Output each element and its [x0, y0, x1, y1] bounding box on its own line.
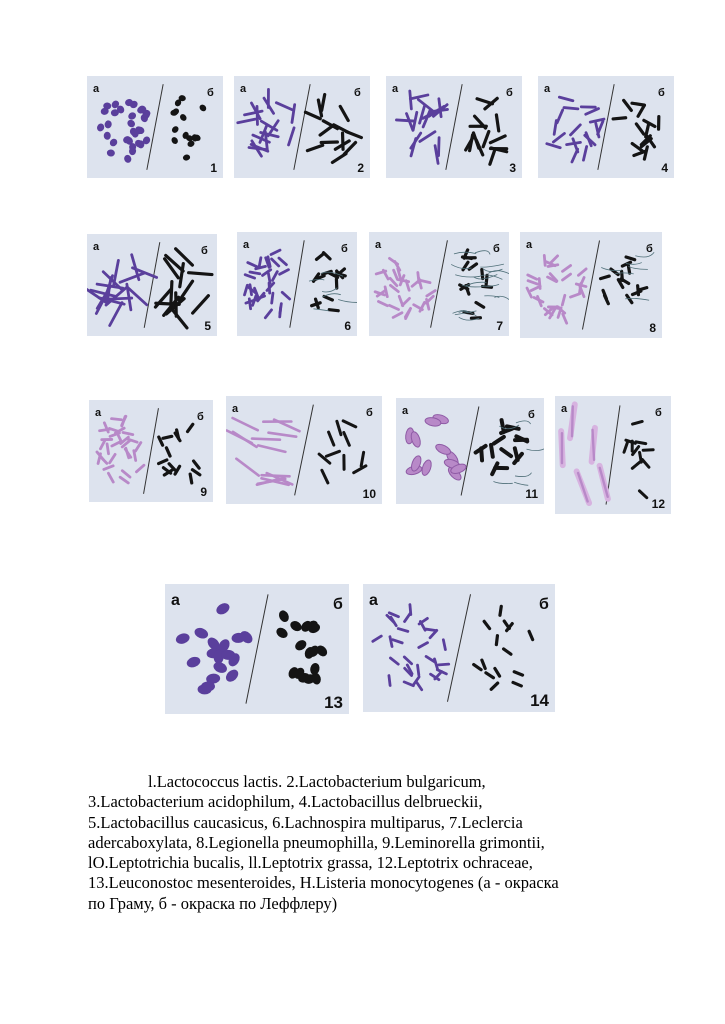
bacterium — [410, 91, 412, 109]
caption-line: 3.Lactobacterium acidophilum, 4.Lactobacillus delbrueckii, — [88, 792, 483, 812]
bacterium — [592, 430, 594, 460]
stain-label-b: б — [197, 411, 204, 423]
bacterium — [171, 282, 172, 305]
stain-label-b: б — [333, 596, 343, 613]
stain-label-a: а — [561, 403, 568, 415]
micrograph-panel-4 — [538, 76, 674, 178]
stain-label-a: а — [402, 405, 409, 417]
stain-label-a: а — [240, 83, 247, 95]
stain-label-b: б — [539, 596, 549, 613]
panel-number: 14 — [530, 691, 549, 710]
stain-label-b: б — [366, 407, 373, 419]
bacterium — [396, 120, 414, 121]
bacterium — [418, 272, 419, 282]
bacterium — [280, 304, 281, 314]
stain-label-a: а — [369, 592, 378, 609]
bacterium — [643, 450, 653, 451]
bacterium — [321, 142, 337, 143]
micrograph-panel-11 — [396, 398, 544, 504]
bacterium — [177, 430, 179, 439]
micrograph-panel-7 — [369, 232, 509, 336]
stain-label-a: а — [375, 239, 382, 251]
micrograph-panel-6 — [237, 232, 357, 336]
micrograph-panel-12 — [555, 396, 671, 514]
bacterium — [628, 264, 629, 273]
bacterium — [439, 664, 449, 665]
bacterium — [443, 640, 445, 650]
bacterium — [410, 605, 411, 615]
panel-number: 4 — [661, 161, 668, 175]
stain-label-b: б — [658, 87, 665, 99]
bacterium — [491, 445, 493, 457]
bacterium — [564, 108, 578, 109]
bacterium — [515, 448, 518, 460]
bacterium — [613, 118, 626, 119]
micrograph-panel-2 — [234, 76, 370, 178]
bacterium — [389, 676, 390, 686]
bacterium — [572, 406, 573, 436]
stain-label-a: а — [93, 83, 100, 95]
bacterium — [262, 475, 290, 476]
bacterium — [111, 419, 121, 420]
bacterium — [269, 283, 270, 293]
micrograph-panel-1 — [87, 76, 223, 178]
micrograph-panel-10 — [226, 396, 382, 504]
panel-number: 2 — [357, 161, 364, 175]
bacterium — [426, 629, 436, 630]
panel-number: 1 — [210, 161, 217, 175]
stain-label-b: б — [493, 243, 500, 255]
bacterium — [190, 474, 192, 483]
stain-label-a: а — [392, 83, 399, 95]
stain-label-b: б — [354, 87, 361, 99]
panel-number: 12 — [651, 497, 665, 511]
bacterium — [399, 280, 409, 282]
caption-line: 5.Lactobacillus caucasicus, 6.Lachnospira multiparus, 7.Leclercia — [88, 812, 523, 832]
micrograph-panel-3 — [386, 76, 522, 178]
bacterium — [189, 273, 212, 275]
caption-line: adercaboxylata, 8.Legionella pneumophilla, 9.Leminorella grimontii, — [88, 832, 545, 852]
panel-number: 5 — [204, 319, 211, 333]
bacterium — [107, 444, 108, 454]
bacterium — [636, 442, 646, 444]
panel-number: 7 — [496, 319, 503, 333]
stain-label-a: а — [93, 241, 100, 253]
stain-label-a: а — [232, 403, 239, 415]
bacterium — [268, 273, 270, 283]
caption-line: lO.Leptotrichia bucalis, ll.Leptotrix grassa, 12.Leptotrix ochraceae, — [88, 853, 533, 873]
bacterium — [418, 665, 419, 675]
panel-number: 9 — [200, 485, 207, 499]
panel-number: 8 — [649, 321, 656, 335]
bacterium — [544, 255, 545, 265]
bacterium — [481, 448, 482, 460]
bacterium — [252, 439, 280, 440]
panel-number: 6 — [344, 319, 351, 333]
caption-line: по Граму, б - окраска по Леффлеру) — [88, 893, 338, 913]
stain-label-b: б — [341, 243, 348, 255]
micrograph-panel-14 — [363, 584, 555, 712]
stain-label-a: а — [243, 239, 250, 251]
stain-label-b: б — [528, 409, 535, 421]
stain-label-a: а — [171, 592, 180, 609]
bacterium — [329, 310, 338, 311]
bacterium — [640, 452, 642, 462]
micrograph-panel-13 — [165, 584, 349, 714]
bacterium — [486, 275, 487, 284]
bacterium — [496, 636, 497, 645]
stain-label-b: б — [207, 87, 214, 99]
stain-label-a: а — [526, 239, 533, 251]
bacterium — [156, 303, 179, 304]
micrograph-panel-9 — [89, 400, 213, 502]
panel-number: 3 — [509, 161, 516, 175]
bacterium — [500, 606, 501, 615]
stain-label-b: б — [655, 407, 662, 419]
stain-label-a: а — [95, 407, 102, 419]
panel-number: 10 — [362, 487, 376, 501]
bacterium — [163, 436, 172, 438]
stain-label-b: б — [201, 245, 208, 257]
micrograph-panel-8 — [520, 232, 662, 338]
bacterium — [482, 270, 483, 279]
stain-label-a: а — [544, 83, 551, 95]
bacterium — [439, 138, 440, 156]
bacterium — [272, 293, 273, 303]
stain-label-b: б — [646, 243, 653, 255]
bacterium — [259, 258, 261, 268]
bacterium — [579, 283, 580, 293]
panel-number: 11 — [525, 487, 538, 501]
figure-caption — [88, 772, 668, 914]
bacterium — [548, 265, 558, 267]
caption-line: l.Lactococcus lactis. 2.Lactobacterium bulgaricum, — [148, 772, 486, 791]
bacterium — [250, 272, 260, 274]
caption-line: 13.Leuconostoc mesenteroides, H.Listeria monocytogenes (а - окраска — [88, 873, 559, 893]
micrograph-panel-5 — [87, 234, 217, 336]
bacterium — [632, 103, 644, 105]
panel-number: 13 — [324, 693, 343, 712]
stain-label-b: б — [506, 87, 513, 99]
